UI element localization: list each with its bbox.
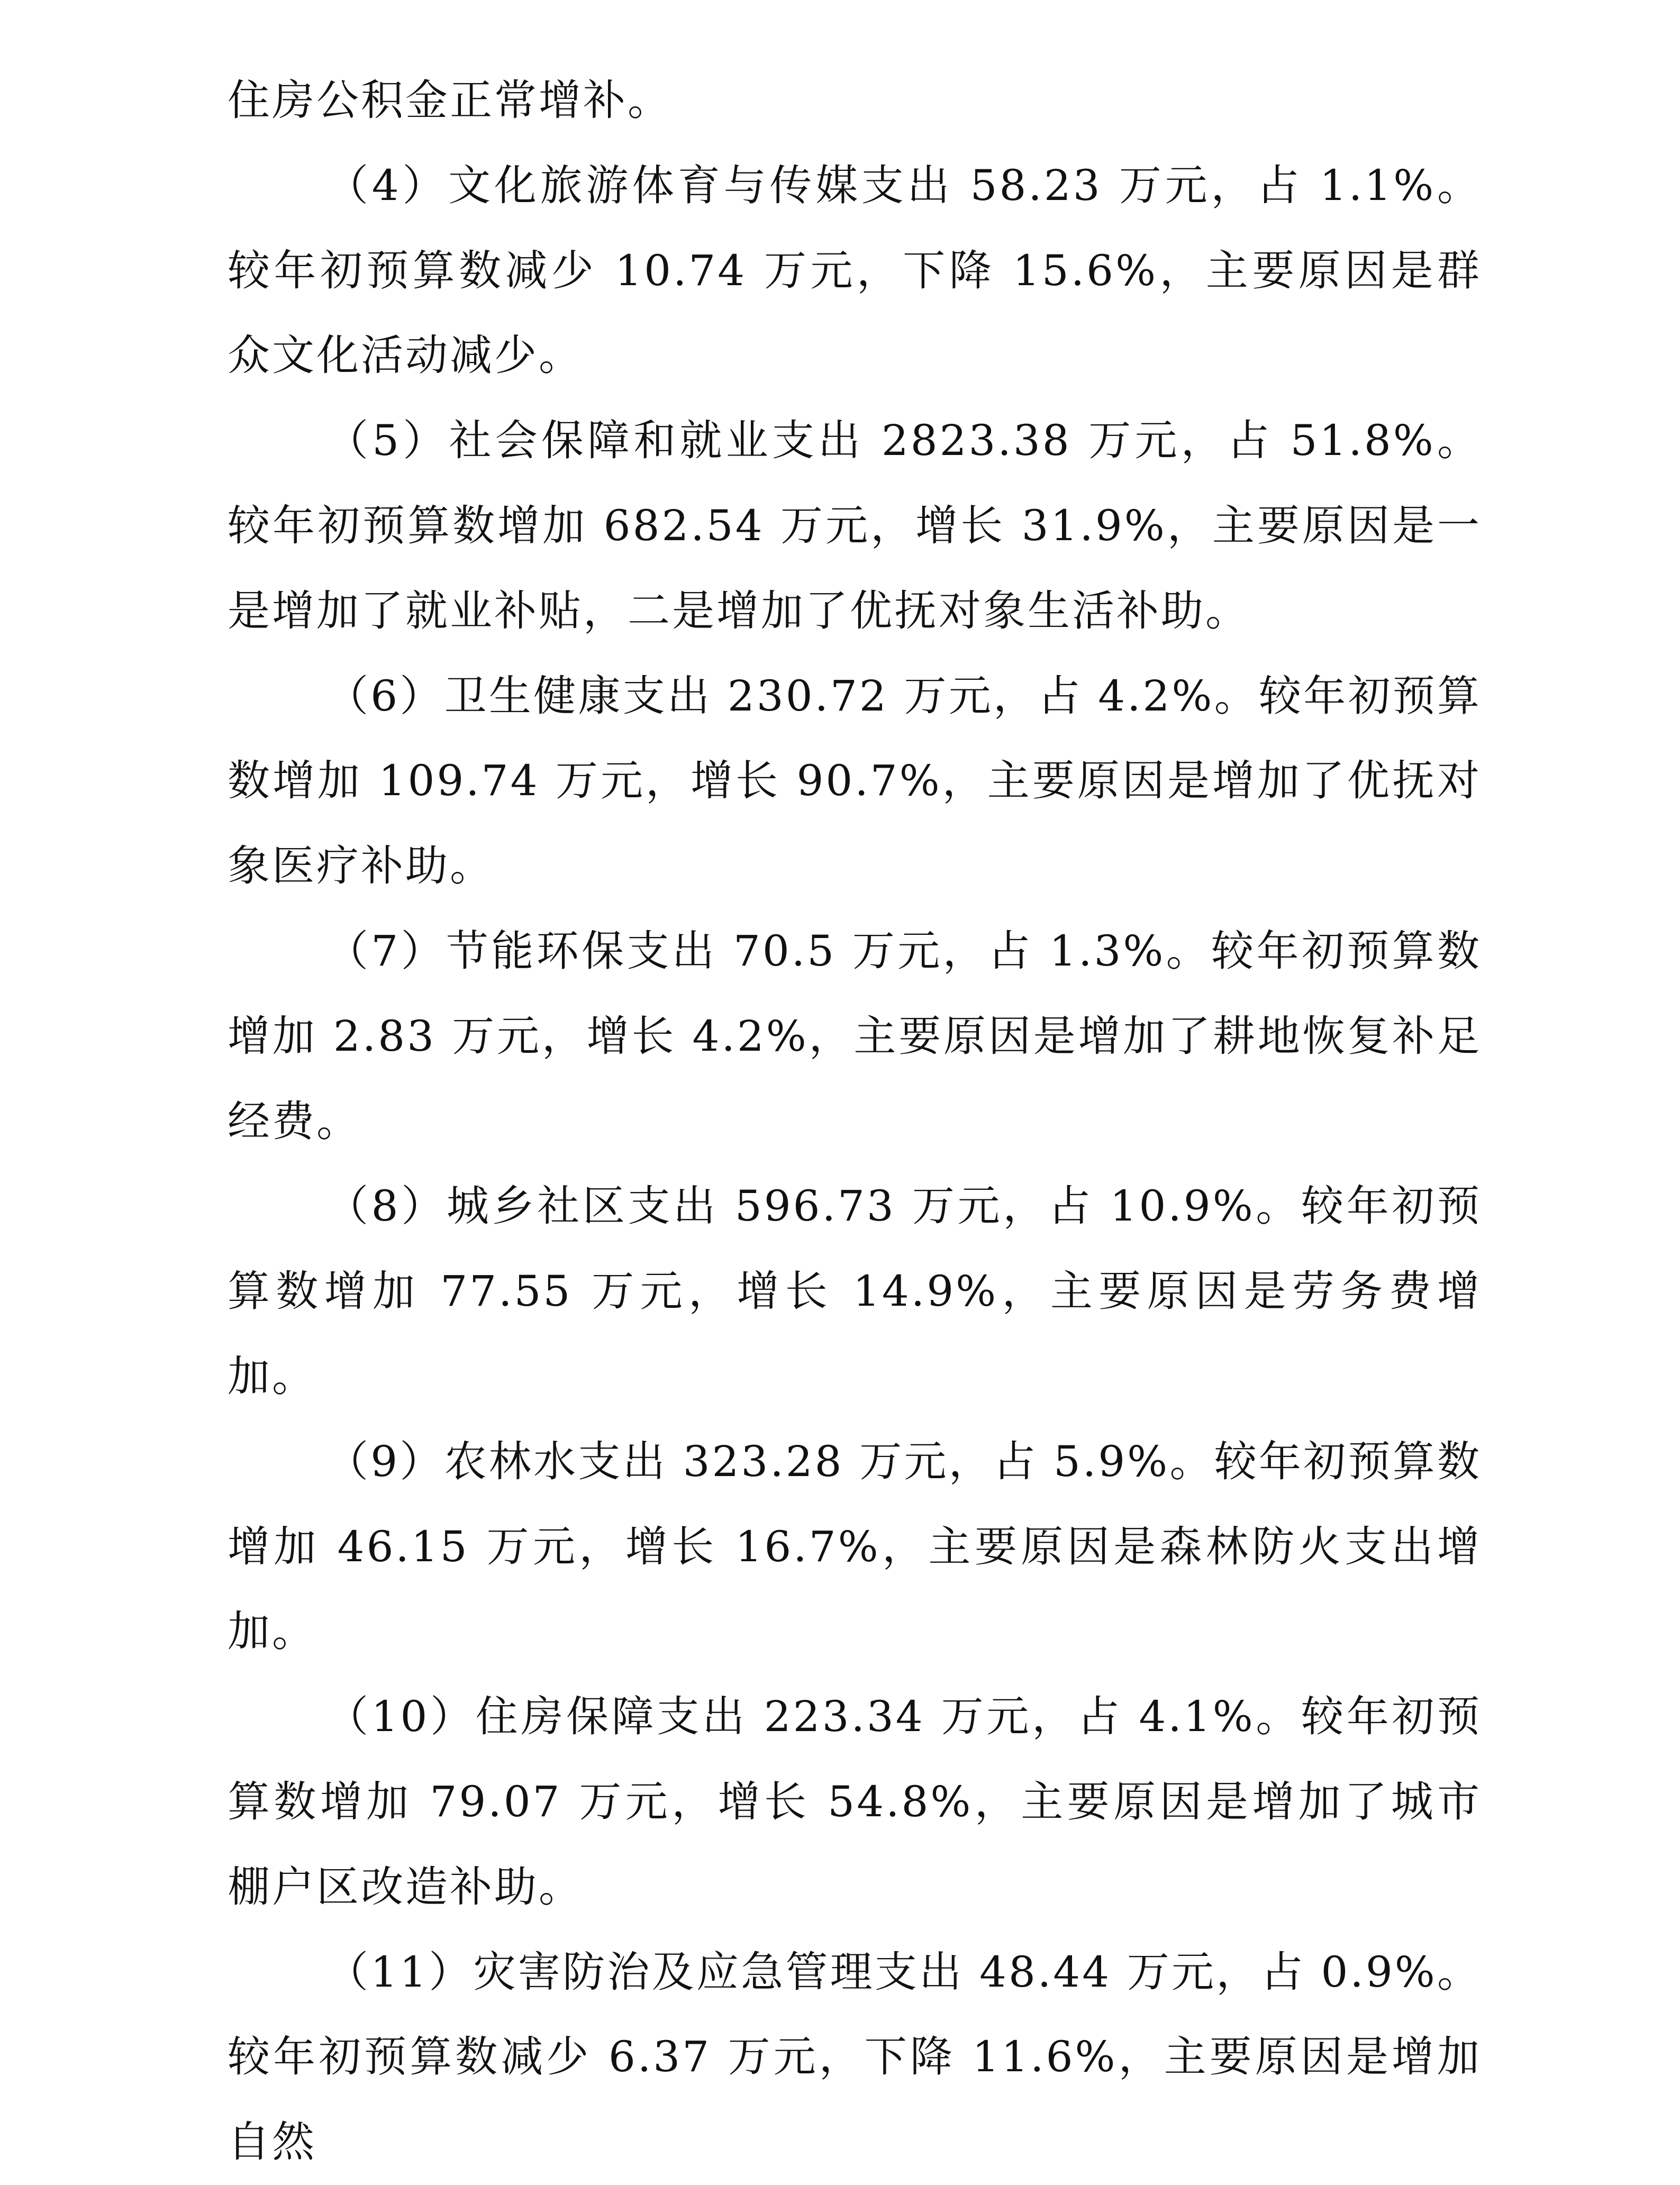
paragraph-social-security-employment: （5）社会保障和就业支出 2823.38 万元，占 51.8%。较年初预算数增加 682.54 万元，增长 31.9%，主要原因是一是增加了就业补贴，二是增加了优抚对象生活补助。 [228,416,1482,635]
paragraph-housing-security: （10）住房保障支出 223.34 万元，占 4.1%。较年初预算数增加 79.07 万元，增长 54.8%，主要原因是增加了城市棚户区改造补助。 [228,1692,1482,1911]
paragraph-health: （6）卫生健康支出 230.72 万元，占 4.2%。较年初预算数增加 109.74 万元，增长 90.7%，主要原因是增加了优抚对象医疗补助。 [228,671,1482,891]
paragraph-agriculture-forestry-water: （9）农林水支出 323.28 万元，占 5.9%。较年初预算数增加 46.15 万元，增长 16.7%，主要原因是森林防火支出增加。 [228,1436,1482,1656]
paragraph-housing-fund-continued: 住房公积金正常增补。 [228,76,672,125]
paragraph-energy-environment: （7）节能环保支出 70.5 万元，占 1.3%。较年初预算数增加 2.83 万元，增长 4.2%，主要原因是增加了耕地恢复补足经费。 [228,926,1482,1146]
paragraph-culture-tourism-sports-media: （4）文化旅游体育与传媒支出 58.23 万元，占 1.1%。较年初预算数减少 10.74 万元，下降 15.6%，主要原因是群众文化活动减少。 [228,160,1482,380]
document-page [228,58,1482,2185]
paragraph-urban-rural-community: （8）城乡社区支出 596.73 万元，占 10.9%。较年初预算数增加 77.55 万元，增长 14.9%，主要原因是劳务费增加。 [228,1181,1482,1401]
paragraph-disaster-emergency: （11）灾害防治及应急管理支出 48.44 万元，占 0.9%。较年初预算数减少 6.37 万元，下降 11.6%，主要原因是增加自然 [228,1947,1482,2167]
